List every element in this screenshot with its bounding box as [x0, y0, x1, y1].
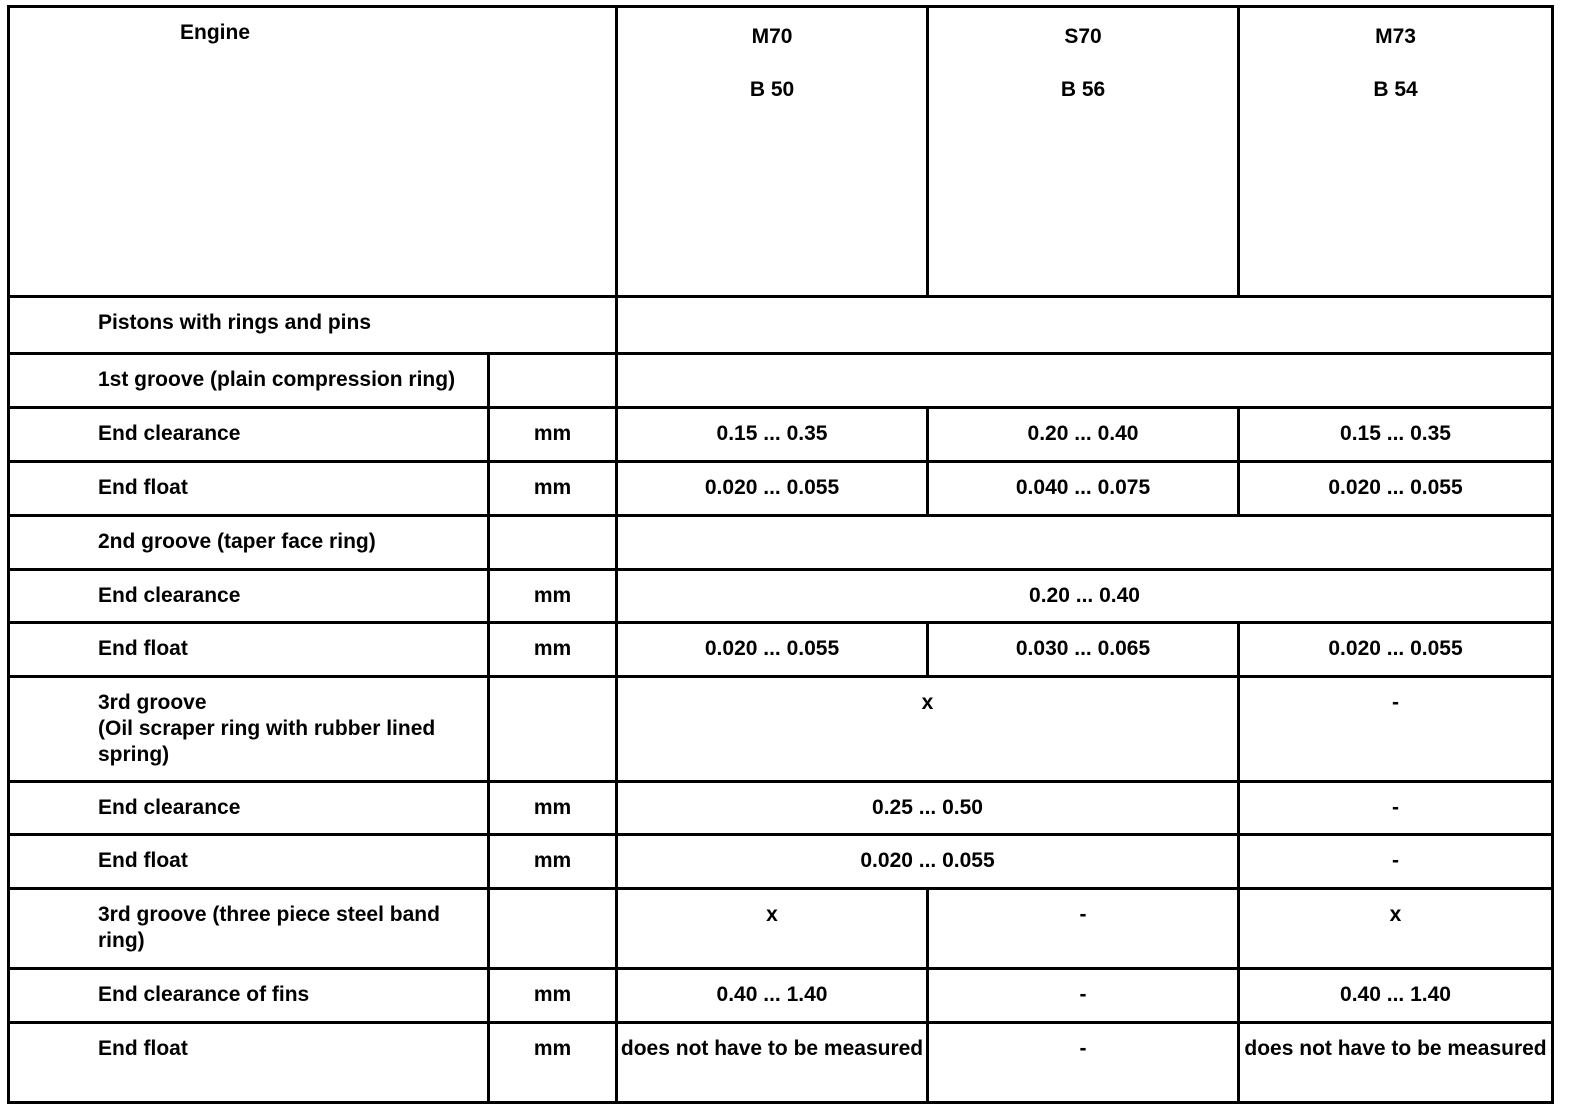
value-m73: -: [1239, 782, 1553, 835]
groove1-label: 1st groove (plain compression ring): [9, 354, 489, 408]
row-label: End clearance: [9, 570, 489, 623]
value-s70: 0.20 ... 0.40: [928, 408, 1239, 462]
empty-cell: [489, 889, 617, 969]
unit-cell: mm: [489, 1023, 617, 1103]
engine-m70-header: [617, 7, 928, 297]
groove2-row: [9, 516, 1553, 570]
row-label: End float: [9, 1023, 489, 1103]
table-row: [9, 570, 1553, 623]
empty-cell: [489, 354, 617, 408]
value-s70: -: [928, 969, 1239, 1023]
engine-model: M70: [751, 25, 793, 48]
engine-s70-header: [928, 7, 1239, 297]
value-m73: 0.40 ... 1.40: [1239, 969, 1553, 1023]
engine-variant: B 54: [1373, 78, 1418, 101]
value-m70-s70: 0.020 ... 0.055: [617, 835, 1239, 889]
engine-variant: B 56: [1060, 78, 1106, 101]
value-m73: 0.020 ... 0.055: [1239, 462, 1553, 516]
unit-cell: mm: [489, 462, 617, 516]
value-m73: does not have to be measured: [1239, 1023, 1553, 1103]
engine-m73-header: [1239, 7, 1553, 297]
groove1-row: [9, 354, 1553, 408]
value-all: 0.20 ... 0.40: [617, 570, 1553, 623]
unit-cell: mm: [489, 623, 617, 677]
value-s70: -: [928, 1023, 1239, 1103]
groove3a-label-line2: (Oil scraper ring with rubber lined spring): [98, 717, 436, 766]
value-m70-s70: 0.25 ... 0.50: [617, 782, 1239, 835]
section-title: Pistons with rings and pins: [9, 297, 617, 354]
groove3b-label: 3rd groove (three piece steel band ring): [9, 889, 489, 969]
value-m73: 0.15 ... 0.35: [1239, 408, 1553, 462]
empty-cell: [489, 516, 617, 570]
value-m70-s70: x: [617, 677, 1239, 782]
groove3b-row: [9, 889, 1553, 969]
value-s70: 0.030 ... 0.065: [928, 623, 1239, 677]
unit-cell: mm: [489, 835, 617, 889]
row-label: End clearance of fins: [9, 969, 489, 1023]
groove3a-label-line1: 3rd groove: [98, 691, 207, 714]
unit-cell: mm: [489, 570, 617, 623]
value-m70: x: [617, 889, 928, 969]
row-label: End float: [9, 835, 489, 889]
row-label: End clearance: [9, 782, 489, 835]
row-label: End float: [9, 462, 489, 516]
table-row: [9, 969, 1553, 1023]
groove2-label: 2nd groove (taper face ring): [9, 516, 489, 570]
value-s70: 0.040 ... 0.075: [928, 462, 1239, 516]
table-row: [9, 782, 1553, 835]
table-row: [9, 1023, 1553, 1103]
value-s70: -: [928, 889, 1239, 969]
table-row: [9, 623, 1553, 677]
value-m73: -: [1239, 835, 1553, 889]
table-row: [9, 408, 1553, 462]
engine-spec-table: [7, 5, 1554, 1104]
empty-cell: [489, 677, 617, 782]
empty-cell: [617, 354, 1553, 408]
value-m70: 0.020 ... 0.055: [617, 462, 928, 516]
unit-cell: mm: [489, 782, 617, 835]
value-m73: x: [1239, 889, 1553, 969]
unit-cell: mm: [489, 969, 617, 1023]
empty-cell: [617, 297, 1553, 354]
groove3a-row: [9, 677, 1553, 782]
value-m70: 0.15 ... 0.35: [617, 408, 928, 462]
unit-cell: mm: [489, 408, 617, 462]
value-m70: does not have to be measured: [617, 1023, 928, 1103]
value-m70: 0.40 ... 1.40: [617, 969, 928, 1023]
header-row: [9, 7, 1553, 297]
engine-model: M73: [1375, 25, 1416, 48]
engine-model: S70: [1064, 25, 1102, 48]
engine-variant: B 50: [749, 78, 795, 101]
value-m73: 0.020 ... 0.055: [1239, 623, 1553, 677]
groove3a-label: [9, 677, 489, 782]
empty-cell: [617, 516, 1553, 570]
section-row: [9, 297, 1553, 354]
row-label: End clearance: [9, 408, 489, 462]
row-label: End float: [9, 623, 489, 677]
table-row: [9, 462, 1553, 516]
value-m73: -: [1239, 677, 1553, 782]
value-m70: 0.020 ... 0.055: [617, 623, 928, 677]
engine-title: Engine: [9, 7, 617, 297]
table-row: [9, 835, 1553, 889]
